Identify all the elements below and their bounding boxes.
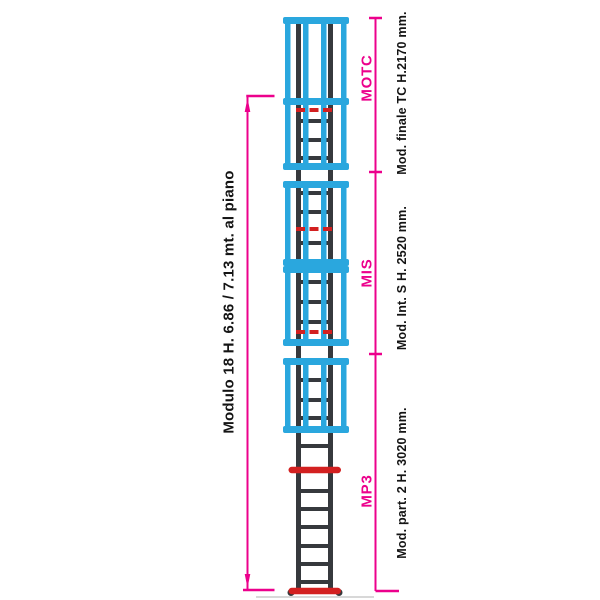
ladder-rung (296, 416, 333, 420)
cage-collar-hoop (283, 17, 349, 24)
cage-vertical-bar (285, 181, 291, 266)
module-code-mp3: MP3 (358, 474, 376, 508)
cage-vertical-bar (341, 17, 347, 170)
ladder-rung (296, 444, 333, 448)
cage-vertical-bar (321, 17, 327, 170)
ladder-rung (296, 580, 333, 584)
cage-vertical-bar (321, 358, 327, 433)
ladder-rail (328, 21, 333, 592)
ladder-rung (296, 489, 333, 493)
ladder-rung (296, 138, 333, 142)
red-rung (289, 467, 342, 474)
cage-vertical-bar (341, 266, 347, 346)
cage-collar-hoop (283, 163, 349, 170)
ladder-rung (296, 544, 333, 548)
cage-vertical-bar (341, 181, 347, 266)
cage-vertical-bar (285, 266, 291, 346)
ladder-rung (296, 507, 333, 511)
red-rung (289, 588, 342, 595)
ladder-rung (296, 119, 333, 123)
cage-collar-hoop (283, 339, 349, 346)
cage-vertical-bar (303, 17, 309, 170)
left-dimension-label: Modulo 18 H. 6.86 / 7.13 mt. al piano (220, 170, 238, 434)
ladder-rung (296, 320, 333, 324)
cage-collar-hoop (283, 98, 349, 105)
ladder-rung (296, 378, 333, 382)
ladder-rail (296, 21, 301, 592)
cage-collar-hoop (283, 358, 349, 365)
ladder-rung (296, 525, 333, 529)
ladder-rung (296, 191, 333, 195)
dimension-arrow-down (245, 574, 251, 588)
cage-vertical-bar (285, 17, 291, 170)
ladder-rung (296, 210, 333, 214)
dimension-arrow-up (245, 98, 251, 112)
cage-vertical-bar (341, 358, 347, 433)
module-code-mis: MIS (358, 258, 376, 288)
cage-vertical-bar (303, 358, 309, 433)
ladder-rung (296, 156, 333, 160)
module-desc-mis: Mod. Int. S H. 2520 mm. (394, 205, 409, 351)
module-desc-mp3: Mod. part. 2 H. 3020 mm. (394, 407, 409, 559)
module-desc-motc: Mod. finale TC H.2170 mm. (394, 11, 409, 175)
ladder-rung (296, 562, 333, 566)
ladder-rung (296, 241, 333, 245)
cage-collar-hoop (283, 181, 349, 188)
cage-collar-hoop (283, 266, 349, 273)
ladder-rung (296, 300, 333, 304)
ladder-rung (296, 280, 333, 284)
cage-vertical-bar (285, 358, 291, 433)
cage-collar-hoop (283, 259, 349, 266)
cage-vertical-bar (321, 181, 327, 266)
module-code-motc: MOTC (358, 54, 376, 102)
ladder-rung (296, 398, 333, 402)
cage-vertical-bar (303, 181, 309, 266)
cage-collar-hoop (283, 426, 349, 433)
